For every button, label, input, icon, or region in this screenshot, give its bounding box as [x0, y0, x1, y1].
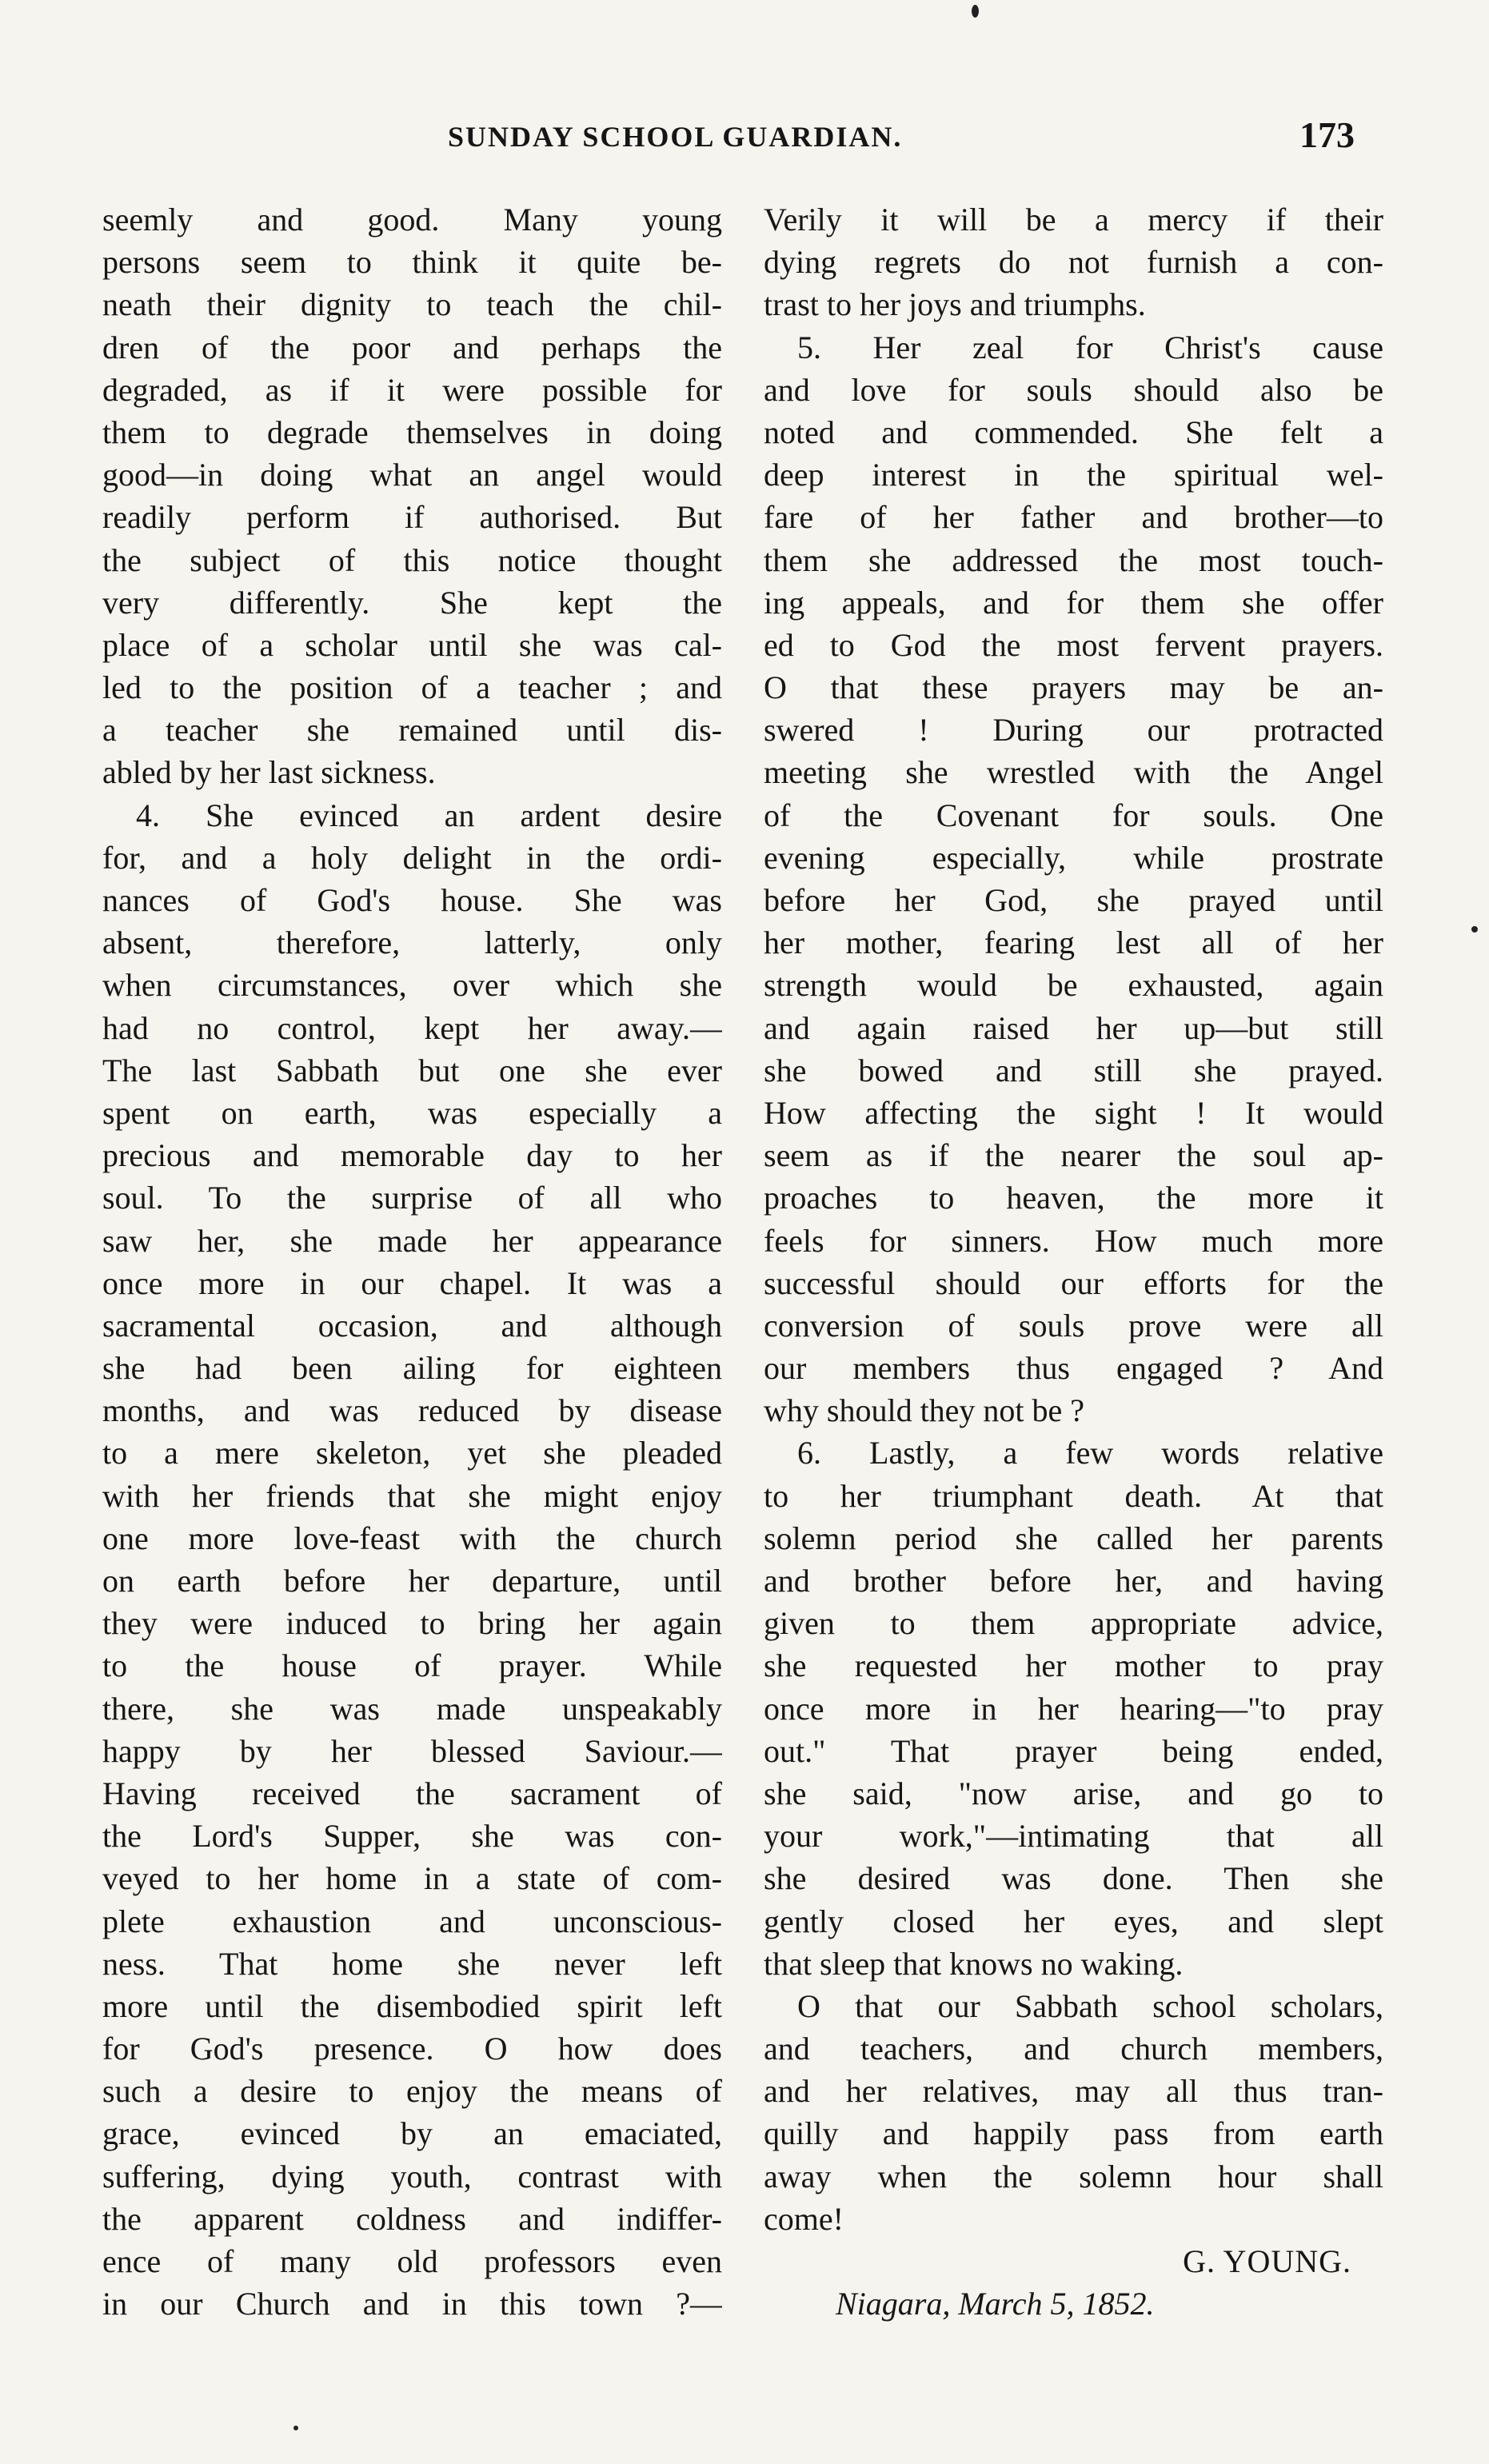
text-line: for God's presence. O how does	[102, 2031, 722, 2067]
text-line: saw her, she made her appearance	[102, 1222, 722, 1259]
text-line: ed to God the most fervent prayers.	[764, 626, 1383, 663]
text-line: months, and was reduced by disease	[102, 1392, 722, 1429]
text-line: proaches to heaven, the more it	[764, 1180, 1383, 1216]
text-line: she had been ailing for eighteen	[102, 1350, 722, 1387]
text-line: and her relatives, may all thus tran-	[764, 2073, 1383, 2110]
text-line: sacramental occasion, and although	[102, 1307, 722, 1344]
running-head: SUNDAY SCHOOL GUARDIAN.	[448, 121, 903, 153]
text-line: in our Church and in this town ?—	[102, 2286, 722, 2322]
text-line: she desired was done. Then she	[764, 1860, 1383, 1897]
text-line: 4. She evinced an ardent desire	[136, 797, 722, 833]
text-line: the apparent coldness and indiffer-	[102, 2200, 722, 2237]
text-line: given to them appropriate advice,	[764, 1605, 1383, 1642]
text-line: your work,"—intimating that all	[764, 1818, 1383, 1855]
text-line: the Lord's Supper, she was con-	[102, 1818, 722, 1855]
text-line: a teacher she remained until dis-	[102, 712, 722, 749]
text-line: her mother, fearing lest all of her	[764, 924, 1383, 961]
text-line: quilly and happily pass from earth	[764, 2115, 1383, 2152]
text-line: on earth before her departure, until	[102, 1563, 722, 1599]
text-line: O that our Sabbath school scholars,	[797, 1987, 1383, 2024]
text-line: spent on earth, was especially a	[102, 1094, 722, 1131]
text-line: seem as if the nearer the soul ap-	[764, 1137, 1383, 1174]
text-line: had no control, kept her away.—	[102, 1009, 722, 1046]
text-line: gently closed her eyes, and slept	[764, 1903, 1383, 1939]
scan-speck	[972, 5, 979, 18]
text-line: to the house of prayer. While	[102, 1647, 722, 1684]
text-line: more until the disembodied spirit left	[102, 1987, 722, 2024]
text-line: to a mere skeleton, yet she pleaded	[102, 1435, 722, 1472]
text-line: they were induced to bring her again	[102, 1605, 722, 1642]
text-line: away when the solemn hour shall	[764, 2158, 1383, 2194]
text-line: deep interest in the spiritual wel-	[764, 457, 1383, 493]
text-line: feels for sinners. How much more	[764, 1222, 1383, 1259]
page-header	[0, 114, 1489, 168]
author-signature: G. YOUNG.	[1183, 2243, 1351, 2279]
text-line: conversion of souls prove were all	[764, 1307, 1383, 1344]
text-line: such a desire to enjoy the means of	[102, 2073, 722, 2110]
text-line: successful should our efforts for the	[764, 1264, 1383, 1301]
text-line: trast to her joys and triumphs.	[764, 286, 1146, 323]
text-line: ence of many old professors even	[102, 2243, 722, 2279]
text-line: there, she was made unspeakably	[102, 1690, 722, 1727]
text-line: and teachers, and church members,	[764, 2031, 1383, 2067]
text-line: neath their dignity to teach the chil-	[102, 286, 722, 323]
text-line: them to degrade themselves in doing	[102, 413, 722, 450]
text-line: and brother before her, and having	[764, 1563, 1383, 1599]
text-line: why should they not be ?	[764, 1392, 1085, 1429]
text-line: for, and a holy delight in the ordi-	[102, 839, 722, 876]
text-line: dying regrets do not furnish a con-	[764, 244, 1383, 281]
text-line: and again raised her up—but still	[764, 1009, 1383, 1046]
text-line: The last Sabbath but one she ever	[102, 1052, 722, 1088]
text-line: O that these prayers may be an-	[764, 669, 1383, 706]
text-line: suffering, dying youth, contrast with	[102, 2158, 722, 2194]
text-line: noted and commended. She felt a	[764, 413, 1383, 450]
dateline: Niagara, March 5, 1852.	[836, 2286, 1155, 2322]
text-line: precious and memorable day to her	[102, 1137, 722, 1174]
text-line: persons seem to think it quite be-	[102, 244, 722, 281]
text-line: once more in her hearing—"to pray	[764, 1690, 1383, 1727]
text-line: of the Covenant for souls. One	[764, 797, 1383, 833]
text-line: solemn period she called her parents	[764, 1520, 1383, 1556]
text-line: grace, evinced by an emaciated,	[102, 2115, 722, 2152]
text-line: Verily it will be a mercy if their	[764, 202, 1383, 238]
text-line: come!	[764, 2200, 844, 2237]
text-line: dren of the poor and perhaps the	[102, 329, 722, 365]
text-line: once more in our chapel. It was a	[102, 1264, 722, 1301]
text-line: abled by her last sickness.	[102, 754, 436, 791]
text-line: and love for souls should also be	[764, 371, 1383, 408]
text-line: happy by her blessed Saviour.—	[102, 1732, 722, 1769]
right-column	[764, 198, 1383, 2325]
text-line: one more love-feast with the church	[102, 1520, 722, 1556]
text-line: our members thus engaged ? And	[764, 1350, 1383, 1387]
text-line: evening especially, while prostrate	[764, 839, 1383, 876]
text-line: 5. Her zeal for Christ's cause	[797, 329, 1383, 365]
text-line: Having received the sacrament of	[102, 1775, 722, 1811]
text-line: nances of God's house. She was	[102, 882, 722, 918]
text-line: with her friends that she might enjoy	[102, 1477, 722, 1514]
text-line: when circumstances, over which she	[102, 967, 722, 1004]
text-line: ing appeals, and for them she offer	[764, 584, 1383, 621]
text-line: to her triumphant death. At that	[764, 1477, 1383, 1514]
page-number: 173	[1299, 114, 1355, 155]
text-line: ness. That home she never left	[102, 1945, 722, 1982]
text-line: she requested her mother to pray	[764, 1647, 1383, 1684]
text-line: plete exhaustion and unconscious-	[102, 1903, 722, 1939]
text-line: How affecting the sight ! It would	[764, 1094, 1383, 1131]
text-line: good—in doing what an angel would	[102, 457, 722, 493]
text-line: place of a scholar until she was cal-	[102, 626, 722, 663]
text-line: the subject of this notice thought	[102, 541, 722, 578]
text-line: strength would be exhausted, again	[764, 967, 1383, 1004]
text-line: veyed to her home in a state of com-	[102, 1860, 722, 1897]
text-line: readily perform if authorised. But	[102, 499, 722, 536]
text-line: before her God, she prayed until	[764, 882, 1383, 918]
scan-speck	[1471, 926, 1478, 932]
text-line: meeting she wrestled with the Angel	[764, 754, 1383, 791]
text-line: fare of her father and brother—to	[764, 499, 1383, 536]
text-line: absent, therefore, latterly, only	[102, 924, 722, 961]
text-line: very differently. She kept the	[102, 584, 722, 621]
text-line: out." That prayer being ended,	[764, 1732, 1383, 1769]
text-line: degraded, as if it were possible for	[102, 371, 722, 408]
text-line: led to the position of a teacher ; and	[102, 669, 722, 706]
text-line: swered ! During our protracted	[764, 712, 1383, 749]
left-column	[102, 198, 722, 2325]
text-line: that sleep that knows no waking.	[764, 1945, 1184, 1982]
text-line: 6. Lastly, a few words relative	[797, 1435, 1383, 1472]
text-line: she bowed and still she prayed.	[764, 1052, 1383, 1088]
text-line: seemly and good. Many young	[102, 202, 722, 238]
scan-speck	[293, 2426, 298, 2430]
text-line: them she addressed the most touch-	[764, 541, 1383, 578]
text-line: soul. To the surprise of all who	[102, 1180, 722, 1216]
text-line: she said, "now arise, and go to	[764, 1775, 1383, 1811]
